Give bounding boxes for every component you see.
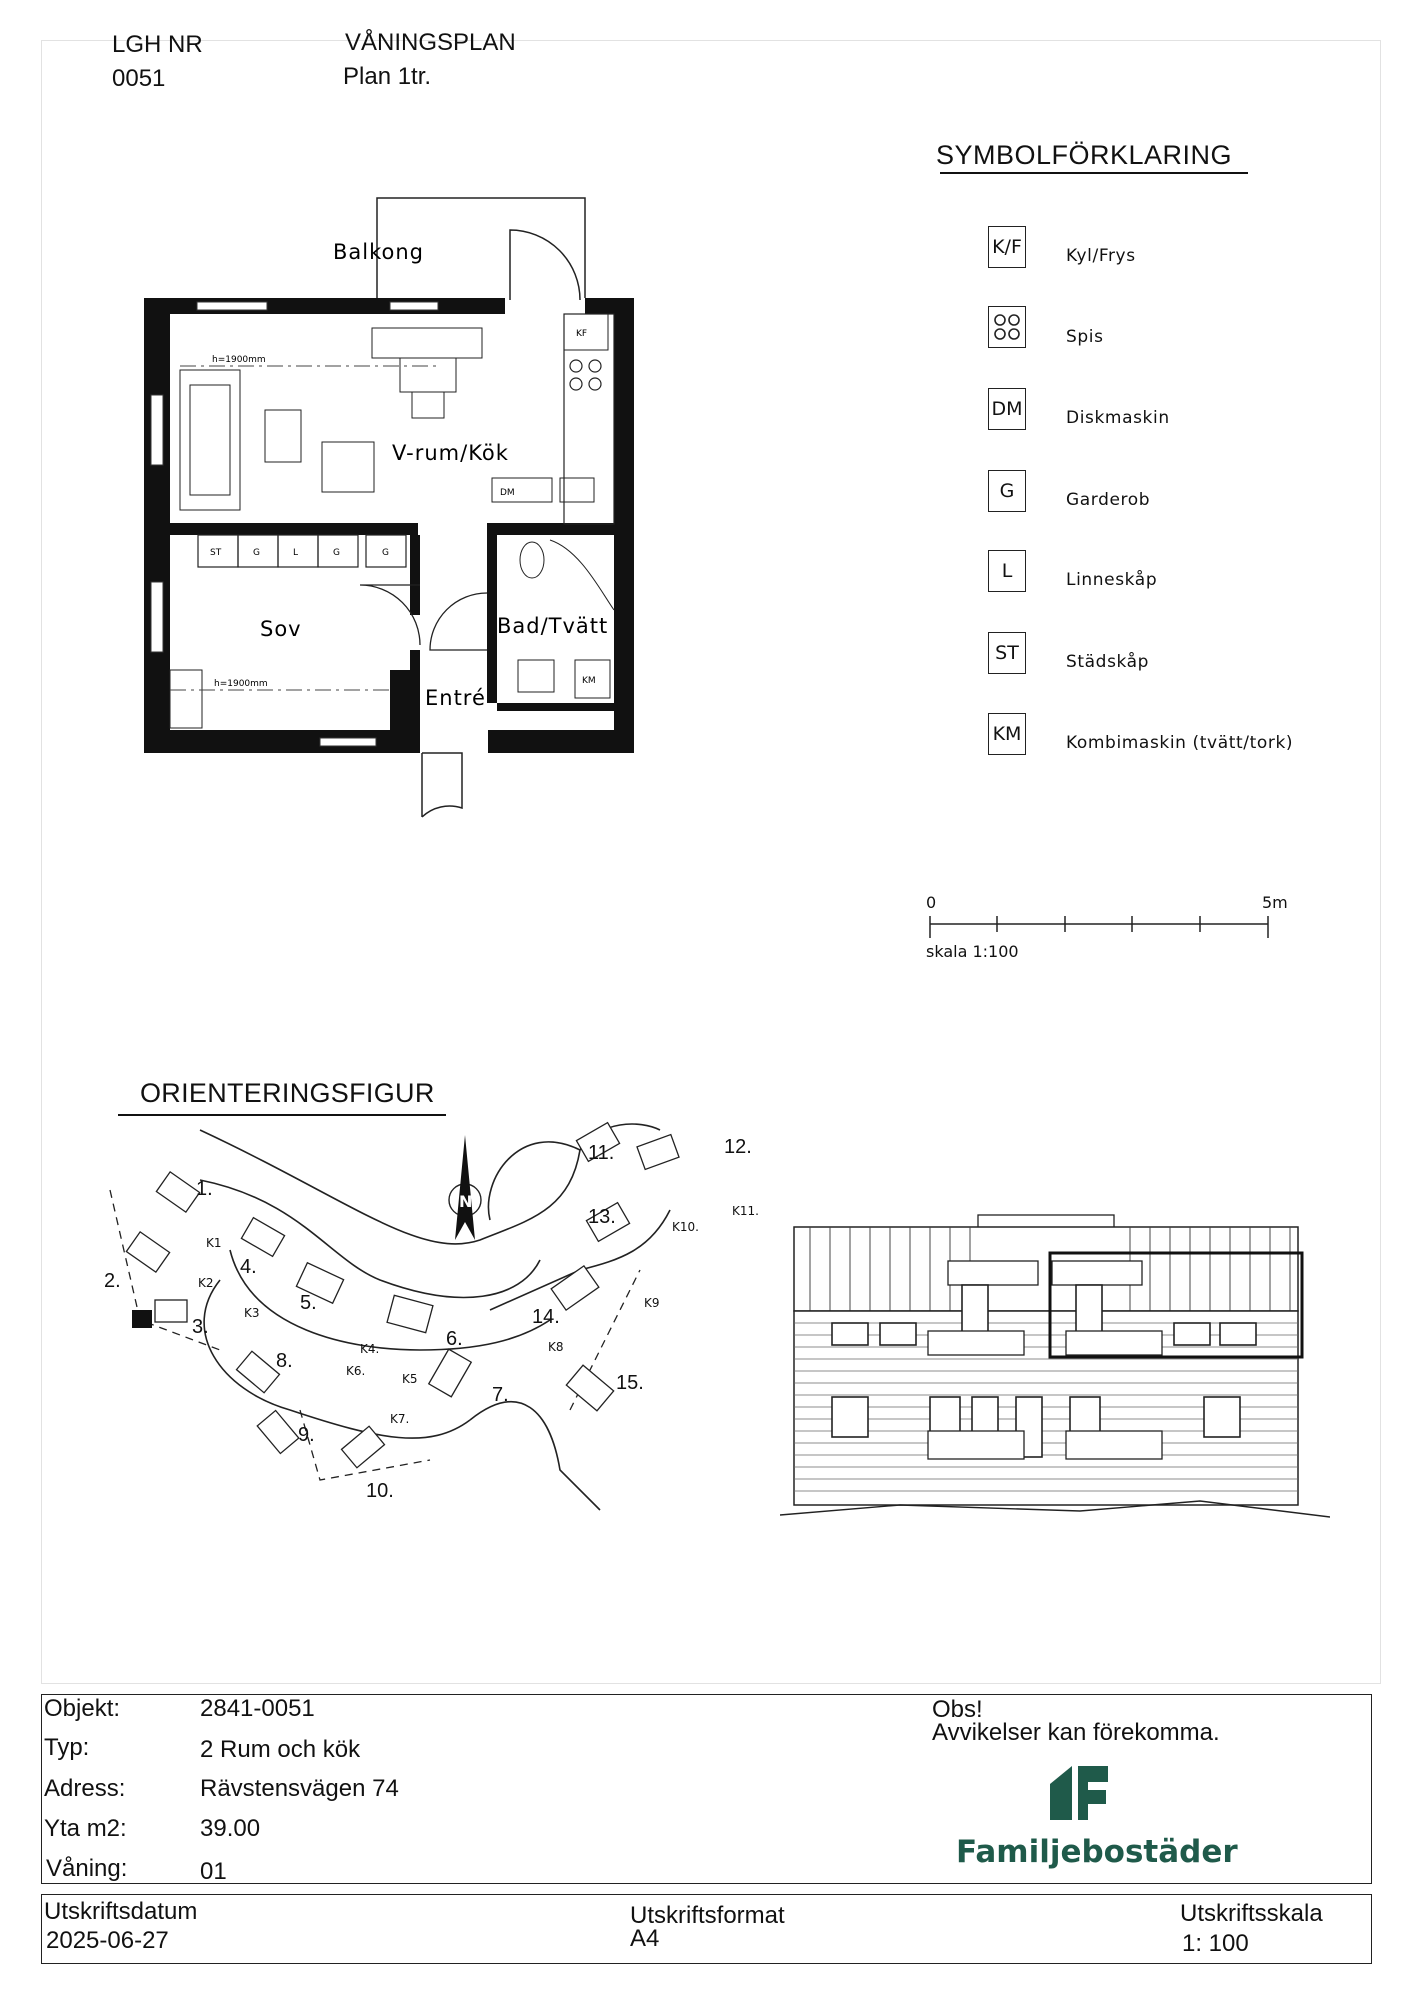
legend-code-g: G (988, 470, 1026, 512)
legend-label-stove: Spis (1066, 327, 1104, 347)
north-label: N (459, 1192, 473, 1211)
fixture-g2: G (333, 548, 340, 558)
legend-code-stove (988, 306, 1026, 348)
plan-label: VÅNINGSPLAN (345, 29, 516, 56)
room-balcony: Balkong (333, 240, 425, 264)
plan-value: Plan 1tr. (343, 63, 432, 90)
ceiling-note-bedroom: h=1900mm (214, 679, 268, 689)
legend-code-km: KM (988, 713, 1026, 755)
bld-1: 1. (196, 1178, 213, 1200)
address-value: Rävstensvägen 74 (200, 1775, 399, 1802)
bld-9: 9. (298, 1424, 315, 1446)
coffee-table (265, 410, 301, 462)
fixture-st: ST (210, 548, 222, 558)
armchair (322, 442, 374, 492)
legend-label-l: Linneskåp (1066, 570, 1158, 590)
k6-label: K6. (346, 1364, 366, 1378)
sofa (180, 370, 240, 510)
fixture-g3: G (382, 548, 389, 558)
room-entrance: Entré (425, 686, 486, 710)
legend-label-g: Garderob (1066, 490, 1151, 510)
floor-value: 01 (200, 1858, 227, 1885)
object-value: 2841-0051 (200, 1695, 315, 1722)
room-living-kitchen: V-rum/Kök (392, 441, 509, 465)
area-label: Yta m2: (44, 1815, 127, 1842)
bld-5: 5. (300, 1292, 317, 1314)
note-title: Obs! (932, 1696, 983, 1723)
room-bathroom: Bad/Tvätt (497, 614, 609, 638)
bld-10: 10. (366, 1480, 394, 1502)
k3-label: K3 (244, 1306, 260, 1320)
print-date-label: Utskriftsdatum (44, 1898, 198, 1925)
sink (560, 478, 594, 502)
floor-label: Våning: (46, 1855, 128, 1882)
type-label: Typ: (44, 1734, 90, 1761)
ceiling-note-living: h=1900mm (212, 355, 266, 365)
legend-code-st: ST (988, 632, 1026, 674)
print-scale-value: 1: 100 (1182, 1930, 1249, 1957)
dining-table (372, 328, 482, 358)
print-format-label: Utskriftsformat (630, 1902, 785, 1929)
bld-15: 15. (616, 1372, 644, 1394)
bld-3: 3. (192, 1316, 209, 1338)
k2-label: K2 (198, 1276, 214, 1290)
print-date-value: 2025-06-27 (46, 1927, 169, 1954)
k10-label: K10. (672, 1220, 699, 1234)
fixture-g1: G (253, 548, 260, 558)
bld-4: 4. (240, 1256, 257, 1278)
orientation-title: ORIENTERINGSFIGUR (140, 1078, 435, 1108)
k8-label: K8 (548, 1340, 564, 1354)
legend-code-kf: K/F (988, 226, 1026, 268)
fixture-km: KM (582, 676, 596, 686)
note-text: Avvikelser kan förekomma. (932, 1719, 1220, 1746)
bld-12: 12. (724, 1136, 752, 1158)
address-label: Adress: (44, 1775, 126, 1802)
k4-label: K4. (360, 1342, 380, 1356)
toilet (520, 542, 544, 578)
scale-end: 5m (1262, 893, 1288, 912)
k5-label: K5 (402, 1372, 418, 1386)
k7-label: K7. (390, 1412, 410, 1426)
legend-label-dm: Diskmaskin (1066, 408, 1170, 428)
bld-13: 13. (588, 1206, 616, 1228)
bld-6: 6. (446, 1328, 463, 1350)
current-building-marker (132, 1310, 152, 1328)
bld-14: 14. (532, 1306, 560, 1328)
apartment-number: 0051 (112, 65, 166, 92)
object-label: Objekt: (44, 1695, 121, 1722)
bathroom-door (430, 593, 487, 650)
apartment-label: LGH NR (112, 31, 203, 58)
floor-plan (140, 190, 640, 830)
facade-elevation (780, 1205, 1330, 1525)
type-value: 2 Rum och kök (200, 1736, 361, 1763)
bld-2: 2. (104, 1270, 121, 1292)
room-bedroom: Sov (260, 617, 302, 641)
fixture-kf: KF (576, 329, 588, 339)
bld-11: 11. (588, 1142, 615, 1164)
bld-7: 7. (492, 1384, 509, 1406)
legend-title-underline (940, 172, 1248, 174)
wardrobes (198, 535, 406, 567)
stove (570, 360, 601, 390)
fixture-l: L (293, 548, 299, 558)
house-logo-icon (1046, 1762, 1112, 1822)
stove-icon (992, 312, 1022, 342)
print-format-value: A4 (630, 1925, 660, 1952)
scale-label: skala 1:100 (926, 942, 1019, 961)
area-value: 39.00 (200, 1815, 261, 1842)
fixture-dm: DM (500, 488, 515, 498)
washbasin (518, 660, 554, 692)
legend-title: SYMBOLFÖRKLARING (936, 140, 1233, 170)
k9-label: K9 (644, 1296, 660, 1310)
bed (170, 670, 202, 728)
legend-label-kf: Kyl/Frys (1066, 246, 1136, 266)
kitchen-counter (564, 314, 614, 524)
legend-label-km: Kombimaskin (tvätt/tork) (1066, 733, 1294, 753)
orientation-map (100, 1110, 760, 1520)
legend-code-dm: DM (988, 388, 1026, 430)
scale-bar (926, 912, 1274, 942)
legend-code-l: L (988, 550, 1026, 592)
legend-label-st: Städskåp (1066, 652, 1150, 672)
k11-label: K11. (732, 1204, 759, 1218)
entrance-door (422, 753, 462, 817)
north-arrow-icon (455, 1135, 475, 1240)
logo-text: Familjebostäder (956, 1834, 1238, 1870)
bld-8: 8. (276, 1350, 293, 1372)
print-scale-label: Utskriftsskala (1180, 1900, 1323, 1927)
scale-start: 0 (926, 893, 937, 912)
k1-label: K1 (206, 1236, 222, 1250)
balcony-door-swing (510, 230, 580, 300)
